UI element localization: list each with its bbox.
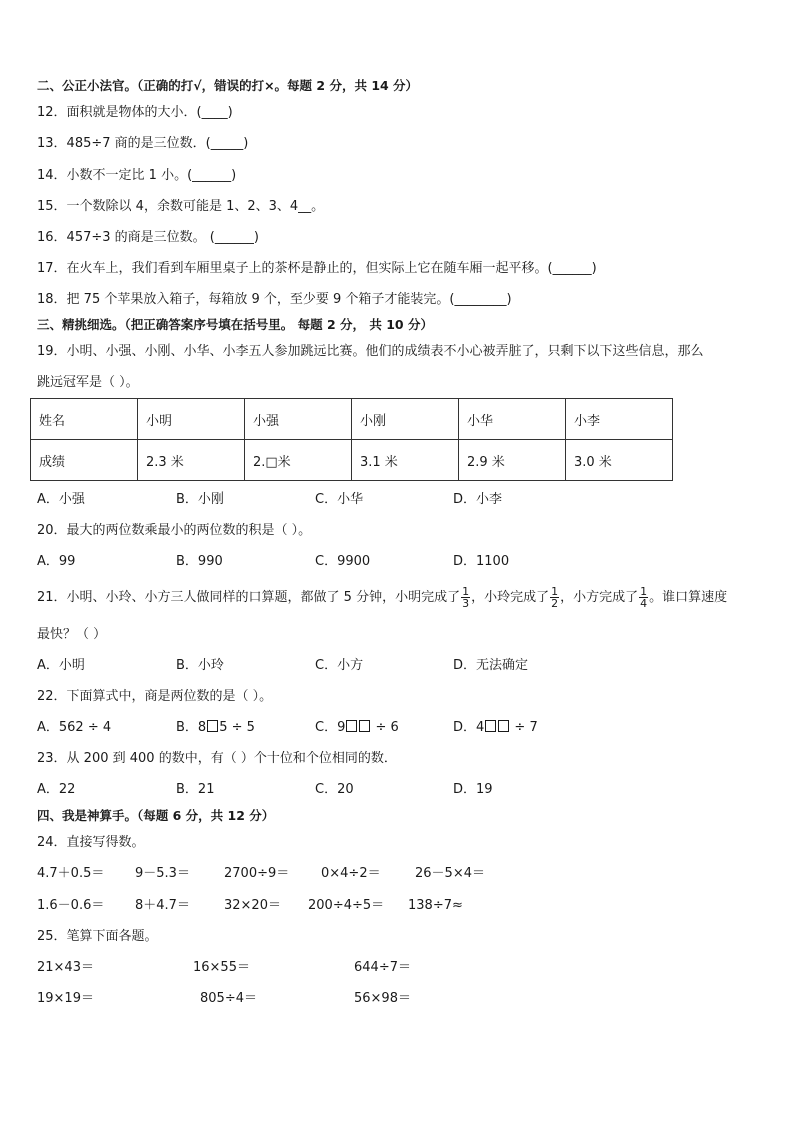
table-cell: 姓名 (31, 399, 138, 440)
calc-item: 0×4÷2＝ (321, 866, 381, 881)
calc-item: 2700÷9＝ (224, 866, 290, 881)
fraction-numerator: 1 (462, 585, 470, 598)
calc-item: 4.7＋0.5＝ (37, 866, 105, 881)
q23-option-c: C．20 (315, 782, 354, 797)
calc-item: 644÷7＝ (354, 960, 411, 975)
blank-box-icon (359, 720, 370, 732)
table-cell: 2.□米 (245, 440, 352, 481)
calc-item: 21×43＝ (37, 960, 94, 975)
table-cell: 小李 (566, 399, 673, 440)
q21-text-d: 。谁口算速度 (649, 590, 728, 605)
calc-item: 200÷4÷5＝ (308, 898, 385, 913)
fraction-denominator: 4 (640, 597, 648, 610)
question-25: 25．笔算下面各题。 (37, 929, 158, 944)
question-16: 16．457÷3 的商是三位数。 (______) (37, 230, 259, 245)
fraction-one-third (461, 586, 470, 609)
question-17: 17．在火车上，我们看到车厢里桌子上的茶杯是静止的，但实际上它在随车厢一起平移。(______) (37, 261, 597, 276)
question-19-line2: 跳远冠军是（ ）。 (37, 375, 139, 390)
q22-option-c (315, 719, 399, 737)
q21-option-c: C．小方 (315, 658, 364, 673)
q22-d-prefix: D．4 (453, 720, 485, 735)
question-15: 15．一个数除以 4，余数可能是 1、2、3、4__。 (37, 199, 325, 214)
q21-option-b: B．小玲 (176, 658, 224, 673)
blank-box-icon (485, 720, 496, 732)
q20-option-a: A．99 (37, 554, 76, 569)
table-cell: 3.1 米 (352, 440, 459, 481)
q22-option-b (176, 719, 255, 737)
calc-item: 32×20＝ (224, 898, 281, 913)
table-cell: 小刚 (352, 399, 459, 440)
q21-text-b: ，小玲完成了 (471, 590, 550, 605)
q20-option-b: B．990 (176, 554, 223, 569)
q20-option-c: C．9900 (315, 554, 371, 569)
q23-option-a: A．22 (37, 782, 76, 797)
blank-box-icon (346, 720, 357, 732)
calc-item: 805÷4＝ (200, 991, 257, 1006)
question-23: 23．从 200 到 400 的数中，有（ ）个十位和个位相同的数． (37, 751, 397, 766)
section-4-title: 四、我是神算手。（每题 6 分，共 12 分） (37, 808, 275, 823)
fraction-one-quarter (639, 586, 648, 609)
section-2-title: 二、公正小法官。（正确的打√，错误的打×。每题 2 分，共 14 分） (37, 78, 419, 93)
q21-text-c: ，小方完成了 (560, 590, 639, 605)
q21-option-d: D．无法确定 (453, 658, 529, 673)
question-21-line2: 最快？（ ） (37, 627, 107, 642)
q20-option-d: D．1100 (453, 554, 510, 569)
q23-option-d: D．19 (453, 782, 493, 797)
q22-c-prefix: C．9 (315, 720, 346, 735)
table-header-row (31, 399, 673, 440)
table-cell: 小华 (459, 399, 566, 440)
q19-option-c: C．小华 (315, 492, 364, 507)
calc-item: 8＋4.7＝ (135, 898, 190, 913)
calc-item: 26－5×4＝ (415, 866, 485, 881)
table-cell: 小强 (245, 399, 352, 440)
question-21-line1 (37, 585, 727, 611)
q19-option-a: A．小强 (37, 492, 85, 507)
table-cell: 3.0 米 (566, 440, 673, 481)
table-cell: 2.9 米 (459, 440, 566, 481)
q22-c-suffix: ÷ 6 (371, 720, 399, 735)
question-19-line1: 19．小明、小强、小刚、小华、小李五人参加跳远比赛。他们的成绩表不小心被弄脏了，只剩下以下这些信息，那么 (37, 344, 704, 359)
fraction-numerator: 1 (551, 585, 559, 598)
question-22: 22．下面算式中，商是两位数的是（ ）。 (37, 689, 273, 704)
q21-option-a: A．小明 (37, 658, 85, 673)
fraction-denominator: 3 (462, 597, 470, 610)
q22-b-prefix: B．8 (176, 720, 207, 735)
question-12: 12．面积就是物体的大小．(____) (37, 105, 233, 120)
q21-text-a: 21．小明、小玲、小方三人做同样的口算题，都做了 5 分钟，小明完成了 (37, 590, 461, 605)
table-cell: 2.3 米 (138, 440, 245, 481)
q19-option-d: D．小李 (453, 492, 503, 507)
q22-option-a: A．562 ÷ 4 (37, 720, 112, 735)
q22-d-suffix: ÷ 7 (510, 720, 538, 735)
table-cell: 小明 (138, 399, 245, 440)
calc-item: 138÷7≈ (408, 898, 463, 913)
calc-item: 19×19＝ (37, 991, 94, 1006)
question-18: 18．把 75 个苹果放入箱子，每箱放 9 个，至少要 9 个箱子才能装完。(________) (37, 292, 512, 307)
calc-item: 56×98＝ (354, 991, 411, 1006)
fraction-one-half (550, 586, 559, 609)
question-20: 20．最大的两位数乘最小的两位数的积是（ ）。 (37, 523, 312, 538)
question-13: 13．485÷7 商的是三位数．(_____) (37, 136, 249, 151)
q23-option-b: B．21 (176, 782, 215, 797)
q19-option-b: B．小刚 (176, 492, 224, 507)
section-3-title: 三、精挑细选。（把正确答案序号填在括号里。 每题 2 分， 共 10 分） (37, 317, 433, 332)
calc-item: 9－5.3＝ (135, 866, 190, 881)
blank-box-icon (498, 720, 509, 732)
fraction-numerator: 1 (640, 585, 648, 598)
question-24: 24．直接写得数。 (37, 835, 145, 850)
question-14: 14．小数不一定比 1 小。(______) (37, 168, 237, 183)
calc-item: 16×55＝ (193, 960, 250, 975)
q22-option-d (453, 719, 538, 737)
calc-item: 1.6－0.6＝ (37, 898, 105, 913)
scores-table (30, 398, 673, 481)
table-row (31, 440, 673, 481)
fraction-denominator: 2 (551, 597, 559, 610)
q22-b-suffix: 5 ÷ 5 (219, 720, 255, 735)
table-cell: 成绩 (31, 440, 138, 481)
blank-box-icon (207, 720, 218, 732)
